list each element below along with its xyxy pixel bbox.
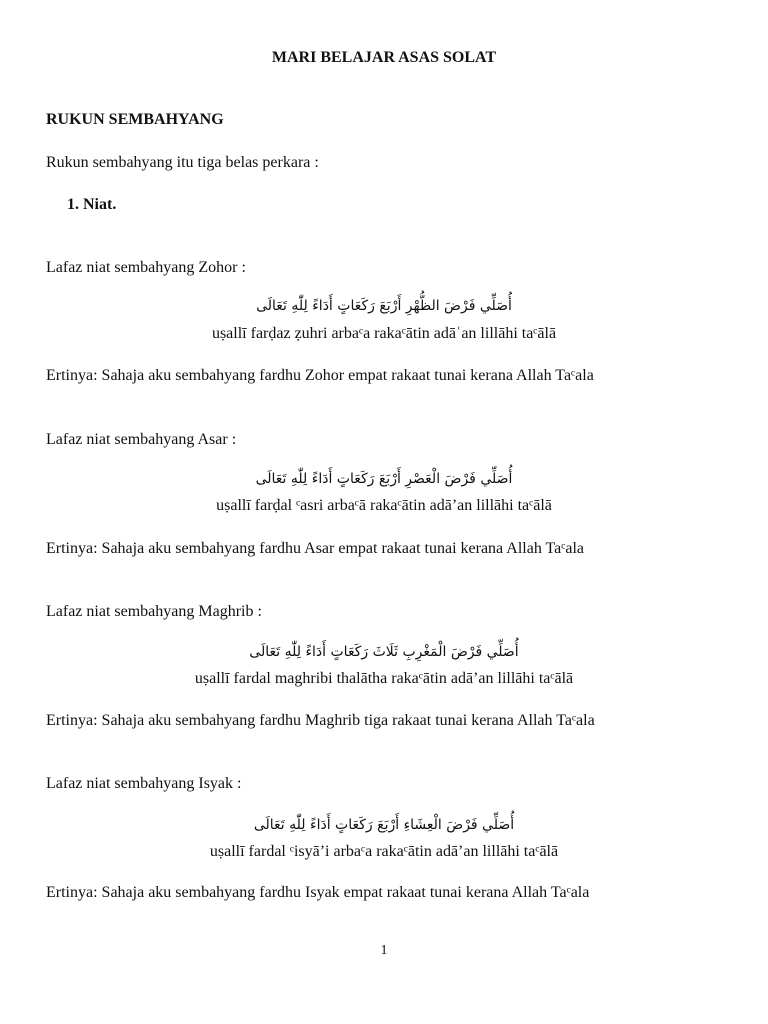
ertinya-isyak: Ertinya: Sahaja aku sembahyang fardhu Isyak empat rakaat tunai kerana Allah Taᶜala (46, 884, 590, 901)
translit-isyak: uṣallī fardal ᶜisyā’i arbaᶜa rakaᶜātin adā’an lillāhi taᶜālā (209, 843, 559, 860)
arabic-niat-maghrib: أُصَلِّي فَرْضَ الْمَغْرِبِ ثَلَاثَ رَكَعَاتٍ أَدَاءً لِلّٰهِ تَعَالَى (249, 644, 519, 660)
page-number: 1 (380, 943, 388, 958)
lafaz-zohor: Lafaz niat sembahyang Zohor : (46, 259, 246, 276)
translit-zohor: uṣallī farḍaz ẓuhri arbaᶜa rakaᶜātin adāʿan lillāhi taᶜālā (211, 325, 557, 342)
lafaz-maghrib: Lafaz niat sembahyang Maghrib : (46, 603, 262, 620)
lafaz-isyak: Lafaz niat sembahyang Isyak : (46, 775, 242, 792)
arabic-niat-isyak: أُصَلِّي فَرْضَ الْعِشَاءِ أَرْبَعَ رَكَعَاتٍ أَدَاءً لِلّٰهِ تَعَالَى (253, 817, 515, 833)
lafaz-asar: Lafaz niat sembahyang Asar : (46, 431, 237, 448)
arabic-niat-zohor: أُصَلِّي فَرْضَ الظُّهْرِ أَرْبَعَ رَكَعَاتٍ أَدَاءً لِلّٰهِ تَعَالَى (256, 298, 512, 314)
ertinya-asar: Ertinya: Sahaja aku sembahyang fardhu Asar empat rakaat tunai kerana Allah Taᶜala (46, 540, 585, 557)
list-item-niat: 1. Niat. (67, 196, 117, 213)
arabic-niat-asar: أُصَلِّي فَرْضَ الْعَصْرِ أَرْبَعَ رَكَعَاتٍ أَدَاءً لِلّٰهِ تَعَالَى (255, 471, 513, 487)
ertinya-zohor: Ertinya: Sahaja aku sembahyang fardhu Zohor empat rakaat tunai kerana Allah Taᶜala (46, 367, 594, 384)
translit-maghrib: uṣallī fardal maghribi thalātha rakaᶜātin adā’an lillāhi taᶜālā (194, 670, 574, 687)
translit-asar: uṣallī farḍal ᶜasri arbaᶜā rakaᶜātin adā’an lillāhi taᶜālā (216, 497, 552, 514)
section-heading: RUKUN SEMBAHYANG (46, 111, 224, 128)
page-title: MARI BELAJAR ASAS SOLAT (271, 49, 497, 66)
intro-text: Rukun sembahyang itu tiga belas perkara : (46, 154, 319, 171)
ertinya-maghrib: Ertinya: Sahaja aku sembahyang fardhu Maghrib tiga rakaat tunai kerana Allah Taᶜala (46, 712, 595, 729)
